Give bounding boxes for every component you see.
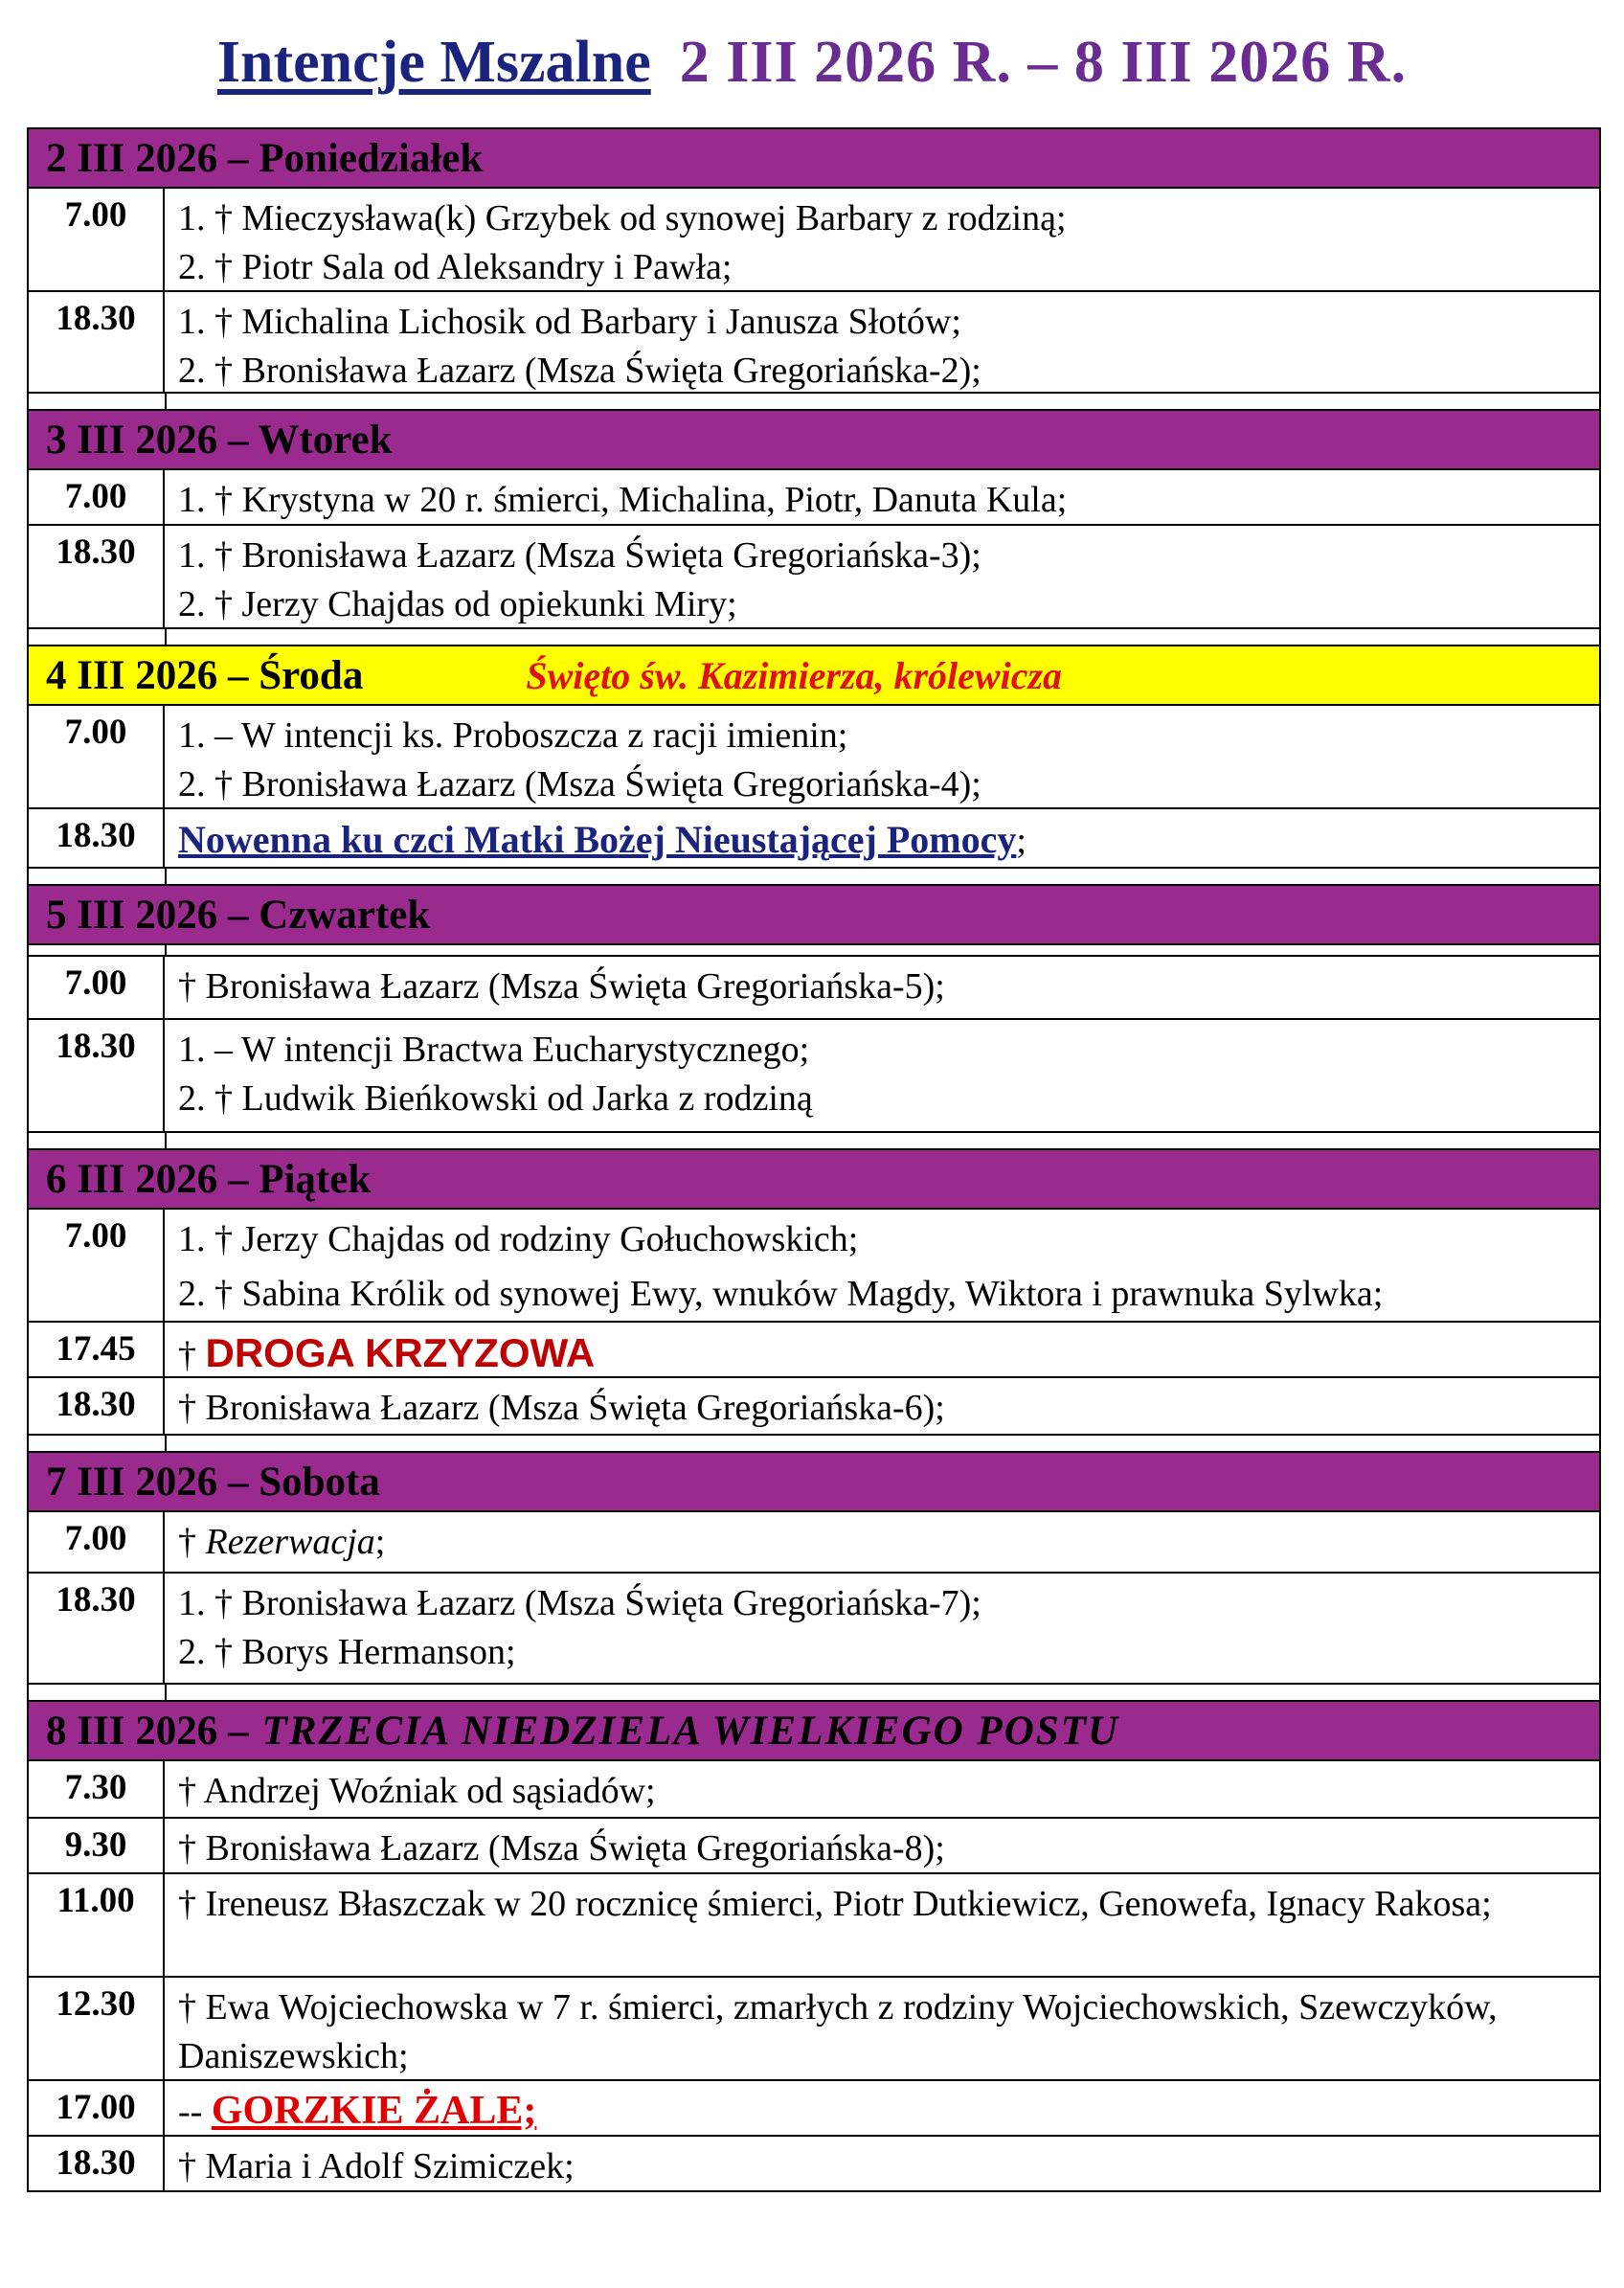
mass-intentions [165, 1020, 1599, 1131]
intention-line: † Ewa Wojciechowska w 7 r. śmierci, zmarłych z rodziny Wojciechowskich, Szewczyków, Daniszewskich; [178, 1987, 1498, 2076]
mass-row [29, 470, 1599, 526]
title-date-range: 2 III 2026 R. – 8 III 2026 R. [679, 30, 1408, 95]
intention-line [178, 1328, 1590, 1380]
day-heading [29, 411, 1599, 470]
mass-time: 12.30 [29, 1978, 165, 2079]
mass-row [29, 1574, 1599, 1685]
day-block [29, 886, 1599, 1150]
intention-line: 1. † Michalina Lichosik od Barbary i Janusza Słotów; [178, 302, 961, 342]
mass-time: 7.00 [29, 189, 165, 290]
intention-line: 1. † Krystyna w 20 r. śmierci, Michalina, Piotr, Danuta Kula; [178, 480, 1068, 520]
intention-line: 2. † Borys Hermanson; [178, 1632, 516, 1672]
mass-row [29, 1020, 1599, 1133]
mass-time: 11.00 [29, 1874, 165, 1976]
intention-line: 1. † Mieczysława(k) Grzybek od synowej Barbary z rodziną; [178, 198, 1067, 238]
day-heading-text: 5 III 2026 – Czwartek [46, 892, 431, 938]
lenten-lamentations-label: GORZKIE ŻALE; [211, 2089, 537, 2133]
intention-line [178, 815, 1590, 866]
day-heading-text: 2 III 2026 – Poniedziałek [46, 135, 484, 181]
intention-line: 2. † Bronisława Łazarz (Msza Święta Gregoriańska-4); [178, 764, 981, 804]
day-heading [29, 886, 1599, 945]
mass-row [29, 706, 1599, 809]
mass-time: 17.45 [29, 1323, 165, 1376]
day-heading-text: 6 III 2026 – Piątek [46, 1156, 372, 1202]
day-block [29, 411, 1599, 646]
mass-intentions [165, 1323, 1599, 1376]
mass-row [29, 809, 1599, 869]
mass-row [29, 1323, 1599, 1378]
intention-line: 2. † Ludwik Bieńkowski od Jarka z rodziną [178, 1078, 813, 1119]
intention-line [178, 2087, 1590, 2137]
mass-intentions [165, 2137, 1599, 2190]
mass-time: 18.30 [29, 1378, 165, 1434]
day-heading [29, 646, 1599, 706]
mass-row [29, 1819, 1599, 1874]
mass-time: 18.30 [29, 2137, 165, 2190]
mass-row [29, 1978, 1599, 2081]
mass-time: 7.00 [29, 957, 165, 1018]
intention-line: 1. – W intencji ks. Proboszcza z racji imienin; [178, 715, 848, 756]
day-heading [29, 129, 1599, 189]
day-heading [29, 1702, 1599, 1761]
intention-line: † Bronisława Łazarz (Msza Święta Gregoriańska-8); [178, 1828, 945, 1869]
mass-row [29, 2081, 1599, 2137]
mass-row [29, 1874, 1599, 1978]
spacer-row [29, 1685, 1599, 1702]
mass-time: 7.00 [29, 706, 165, 807]
mass-time: 9.30 [29, 1819, 165, 1872]
day-heading [29, 1453, 1599, 1512]
intention-line: † Ireneusz Błaszczak w 20 rocznicę śmierci, Piotr Dutkiewicz, Genowefa, Ignacy Rakosa; [178, 1884, 1492, 1924]
day-block [29, 1453, 1599, 1702]
intention-line: 2. † Piotr Sala od Aleksandry i Pawła; [178, 247, 733, 287]
intention-line: 1. † Jerzy Chajdas od rodziny Gołuchowskich; [178, 1219, 859, 1259]
mass-time: 7.30 [29, 1761, 165, 1817]
reservation-label: Rezerwacja [205, 1522, 375, 1562]
day-block [29, 646, 1599, 886]
mass-time: 18.30 [29, 1574, 165, 1683]
mass-intentions [165, 526, 1599, 627]
intentions-table [27, 127, 1601, 2192]
mass-row [29, 189, 1599, 292]
mass-time: 7.00 [29, 1210, 165, 1321]
intention-line: 1. † Bronisława Łazarz (Msza Święta Gregoriańska-3); [178, 535, 981, 576]
feast-label: Święto św. Kazimierza, królewicza [526, 653, 1063, 697]
day-block [29, 1702, 1599, 2190]
intention-prefix: -- [178, 2092, 212, 2132]
spacer-row [29, 1436, 1599, 1453]
mass-intentions [165, 2081, 1599, 2135]
mass-intentions [165, 292, 1599, 392]
intention-line: † Bronisława Łazarz (Msza Święta Gregoriańska-6); [178, 1388, 945, 1428]
stations-of-cross-label: DROGA KRZYZOWA [205, 1330, 596, 1375]
novena-label: Nowenna ku czci Matki Bożej Nieustającej Pomocy [178, 818, 1017, 861]
mass-intentions [165, 1512, 1599, 1572]
mass-time: 18.30 [29, 292, 165, 392]
intention-line: † Maria i Adolf Szimiczek; [178, 2146, 575, 2186]
spacer-row [29, 1133, 1599, 1150]
day-heading-text: 7 III 2026 – Sobota [46, 1459, 380, 1505]
mass-time: 18.30 [29, 1020, 165, 1131]
mass-time: 18.30 [29, 809, 165, 867]
mass-intentions [165, 1819, 1599, 1872]
novena-suffix: ; [1016, 821, 1026, 861]
mass-intentions [165, 1978, 1599, 2079]
day-block [29, 1150, 1599, 1453]
spacer-row [29, 869, 1599, 886]
intention-line: † Bronisława Łazarz (Msza Święta Gregoriańska-5); [178, 966, 945, 1007]
mass-intentions [165, 706, 1599, 807]
mass-row [29, 2137, 1599, 2190]
mass-intentions [165, 809, 1599, 867]
mass-intentions [165, 1210, 1599, 1321]
mass-row [29, 1512, 1599, 1574]
title-text: Intencje Mszalne [216, 30, 651, 95]
mass-time: 18.30 [29, 526, 165, 627]
day-heading [29, 1150, 1599, 1210]
spacer-row [29, 945, 1599, 957]
mass-time: 7.00 [29, 1512, 165, 1572]
intention-suffix: ; [374, 1522, 386, 1562]
spacer-row [29, 629, 1599, 646]
intention-line: 2. † Jerzy Chajdas od opiekunki Miry; [178, 584, 737, 624]
day-heading-text: 4 III 2026 – Środa [46, 652, 364, 698]
mass-time: 17.00 [29, 2081, 165, 2135]
mass-intentions [165, 189, 1599, 290]
mass-row [29, 292, 1599, 394]
mass-time: 7.00 [29, 470, 165, 524]
sunday-title: TRZECIA NIEDZIELA WIELKIEGO POSTU [261, 1708, 1119, 1754]
intention-line [178, 1518, 1590, 1567]
mass-intentions [165, 470, 1599, 524]
intention-line: † Andrzej Woźniak od sąsiadów; [178, 1771, 656, 1811]
mass-row [29, 526, 1599, 629]
day-block [29, 129, 1599, 411]
mass-intentions [165, 957, 1599, 1018]
mass-intentions [165, 1761, 1599, 1817]
day-heading-text: 3 III 2026 – Wtorek [46, 417, 393, 463]
mass-row [29, 1378, 1599, 1436]
mass-row [29, 1210, 1599, 1323]
intention-line: 1. † Bronisława Łazarz (Msza Święta Gregoriańska-7); [178, 1583, 981, 1623]
intention-line: 2. † Bronisława Łazarz (Msza Święta Gregoriańska-2); [178, 351, 981, 391]
mass-intentions [165, 1874, 1599, 1976]
spacer-row [29, 394, 1599, 411]
page-title [0, 29, 1624, 97]
mass-intentions [165, 1574, 1599, 1683]
mass-intentions [165, 1378, 1599, 1434]
intention-prefix: † [178, 1335, 206, 1375]
mass-row [29, 957, 1599, 1020]
intention-prefix: † [178, 1522, 206, 1562]
intention-line: 1. – W intencji Bractwa Eucharystycznego; [178, 1030, 810, 1070]
mass-row [29, 1761, 1599, 1819]
intention-line: 2. † Sabina Królik od synowej Ewy, wnuków Magdy, Wiktora i prawnuka Sylwka; [178, 1274, 1384, 1314]
day-heading-text: 8 III 2026 – [46, 1708, 249, 1754]
